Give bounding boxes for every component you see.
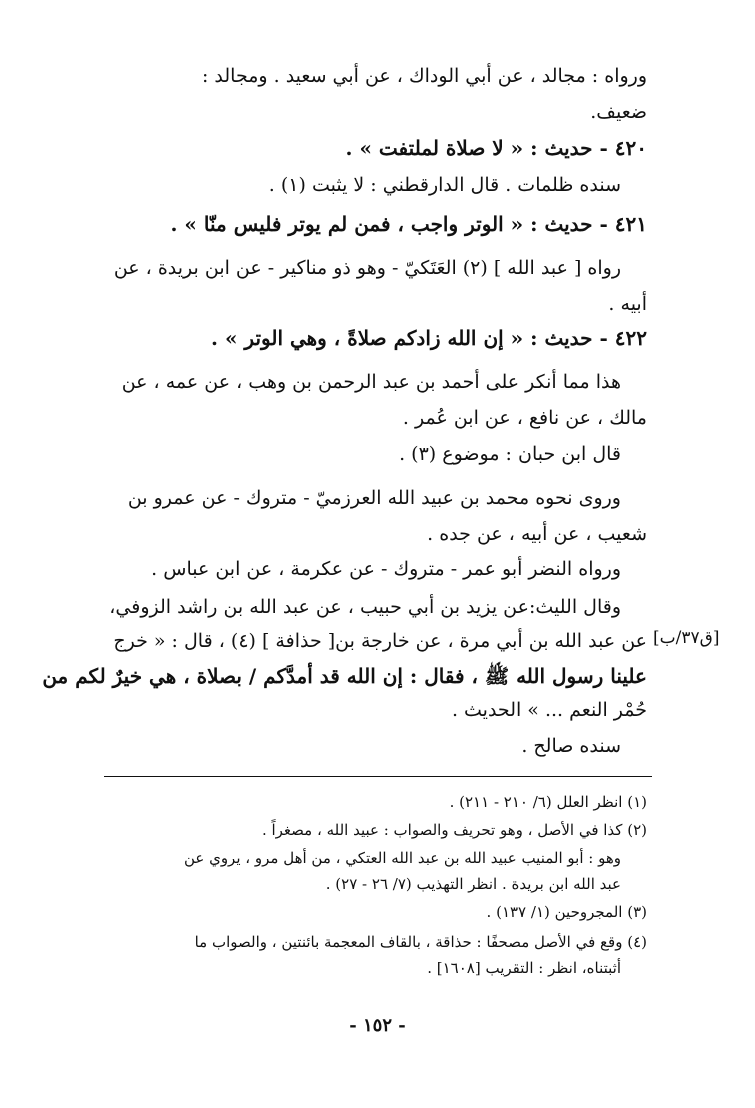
manuscript-folio-marker: [ق٣٧/ب] [653,628,720,648]
footnote-1 [107,790,647,814]
paragraph-mujalid [107,58,647,130]
page-number: - ١٥٢ - [349,1015,406,1036]
text-line: سنده ظلمات . قال الدارقطني : لا يثبت (١) . [268,174,621,196]
footnote-text: (٣) المجروحين (١/ ١٣٧) . [486,903,647,921]
text-line: وروى نحوه محمد بن عبيد الله العرزميّ - متروك - عن عمرو بن [127,487,621,509]
footnote-text: عبد الله ابن بريدة . انظر التهذيب (٧/ ٢٦ - ٢٧) . [325,875,621,893]
paragraph-422-inkar-cont [107,400,647,436]
footnote-2-detail-cont [107,872,647,896]
paragraph-ibn-hibban [107,436,647,472]
paragraph-layth-matn [42,658,647,694]
footnote-3 [107,900,647,924]
paragraph-421-narration-cont [107,286,647,322]
footnote-text: (٤) وقع في الأصل مصحفًا : حذاقة ، بالقاف المعجمة بائنتين ، والصواب ما [194,933,647,951]
paragraph-layth [107,589,647,625]
text-line: عن عبد الله بن أبي مرة ، عن خارجة بن[ حذافة ] (٤) ، قال : « خرج [113,630,647,652]
text-line: ضعيف. [590,101,647,123]
footnote-text: (١) انظر العلل (٦/ ٢١٠ - ٢١١) . [449,793,647,811]
paragraph-422-inkar [107,364,647,400]
footnote-2-detail [107,846,647,870]
hadith-421-heading [107,206,647,242]
paragraph-arzami-cont [107,516,647,552]
text-line: أبيه . [608,293,647,315]
hadith-heading-text: ٤٢١ - حديث : « الوتر واجب ، فمن لم يوتر فليس منّا » . [170,212,647,236]
hadith-420-heading [107,130,647,166]
paragraph-sanad-salih [107,728,647,764]
paragraph-nadr [107,551,647,587]
hadith-heading-text: ٤٢٠ - حديث : « لا صلاة لملتفت » . [345,136,647,160]
paragraph-arzami [107,480,647,516]
hadith-heading-text: ٤٢٢ - حديث : « إن الله زادكم صلاةً ، وهي الوتر » . [211,326,647,350]
text-line: رواه [ عبد الله ] (٢) العَتَكيّ - وهو ذو مناكير - عن ابن بريدة ، عن [113,257,621,279]
footnote-text: وهو : أبو المنيب عبيد الله بن عبد الله العتكي ، من أهل مرو ، يروي عن [183,849,621,867]
text-line: قال ابن حبان : موضوع (٣) . [399,443,621,465]
hadith-422-heading [107,320,647,356]
text-line: ورواه : مجالد ، عن أبي الوداك ، عن أبي سعيد . ومجالد : [201,65,647,87]
paragraph-layth-end [107,692,647,728]
footnote-text: أثبتناه، انظر : التقريب [١٦٠٨] . [427,959,621,977]
footnote-separator [104,776,652,777]
text-line: ورواه النضر أبو عمر - متروك - عن عكرمة ، عن ابن عباس . [151,558,621,580]
paragraph-420-sanad [107,167,647,203]
footnote-text: (٢) كذا في الأصل ، وهو تحريف والصواب : عبيد الله ، مصغراً . [261,821,647,839]
footnote-4-cont [107,956,647,980]
text-line: شعيب ، عن أبيه ، عن جده . [427,523,647,545]
text-line: وقال الليث:عن يزيد بن أبي حبيب ، عن عبد الله بن راشد الزوفي، [109,596,621,618]
text-line: سنده صالح . [521,735,621,757]
text-line: علينا رسول الله ﷺ ، فقال : إن الله قد أمدَّكم / بصلاة ، هي خيرٌ لكم من [42,664,647,688]
text-line: مالك ، عن نافع ، عن ابن عُمر . [402,407,647,429]
paragraph-layth-cont [107,623,647,659]
footnote-2 [107,818,647,842]
text-line: حُمْر النعم ... » الحديث . [451,699,647,721]
footnote-4 [107,930,647,954]
text-line: هذا مما أنكر على أحمد بن عبد الرحمن بن وهب ، عن عمه ، عن [121,371,621,393]
paragraph-421-narration [107,250,647,286]
